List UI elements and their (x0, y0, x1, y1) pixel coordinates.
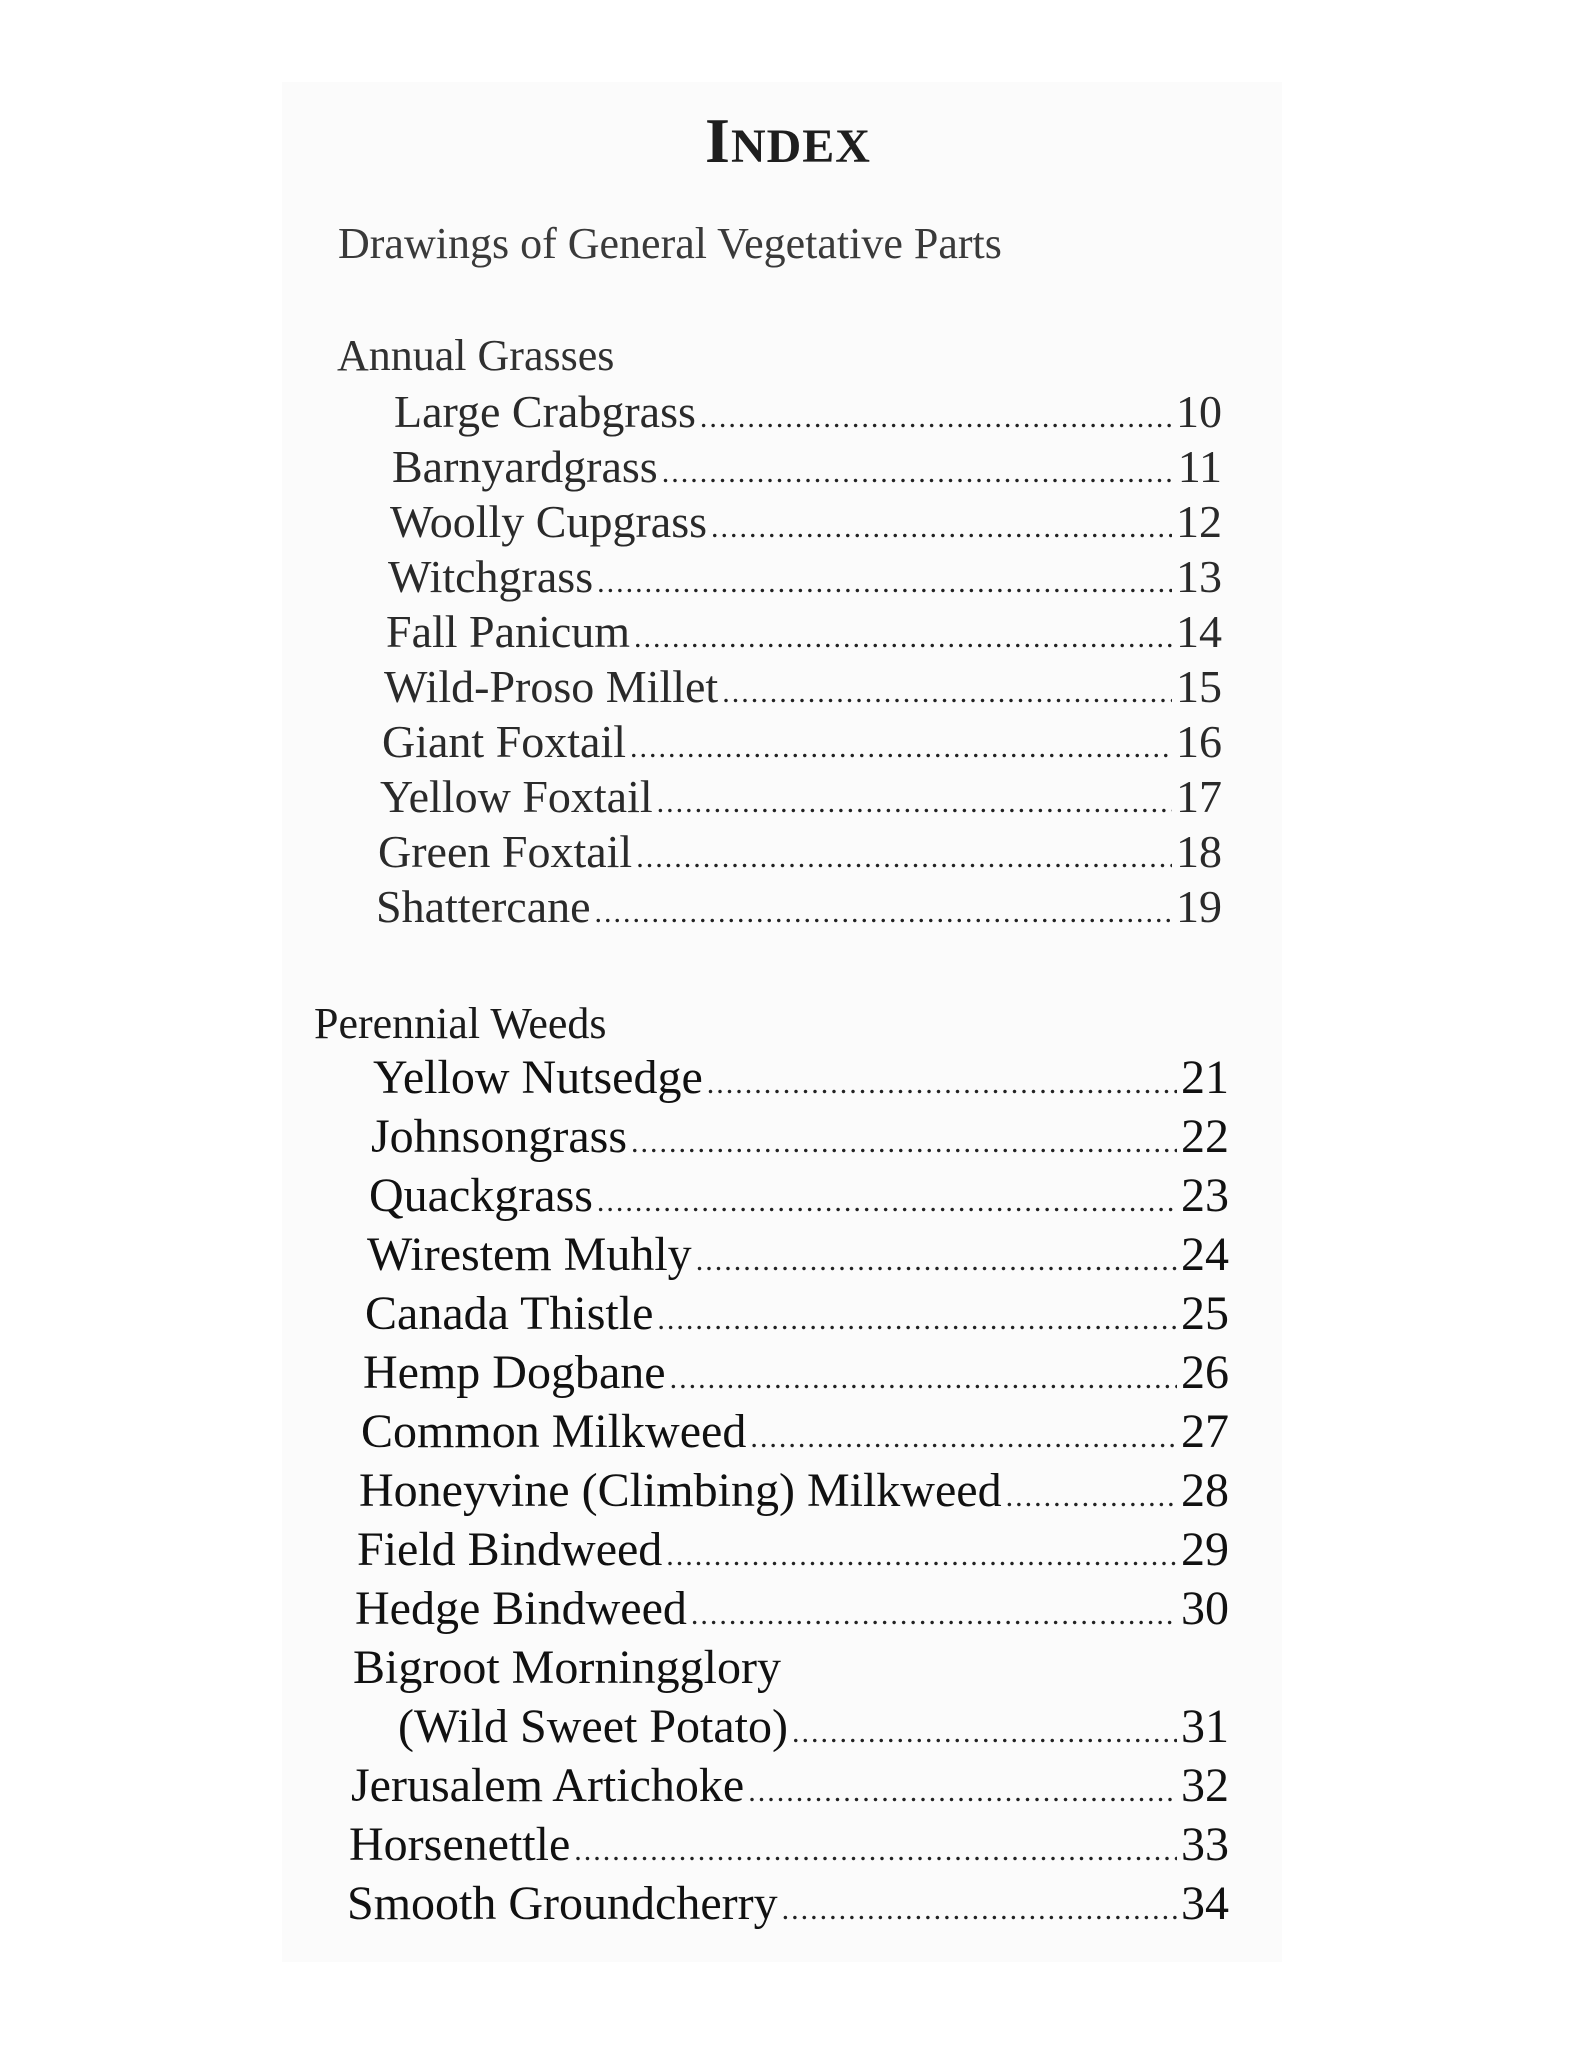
index-entry (361, 1404, 1229, 1456)
entry-name: Quackgrass (369, 1169, 593, 1222)
entry-name: Wirestem Muhly (367, 1228, 692, 1281)
entry-name: Jerusalem Artichoke (351, 1759, 745, 1812)
entry-name: Witchgrass (388, 551, 594, 602)
leader-dots (630, 731, 1172, 765)
entry-name: Yellow Nutsedge (373, 1051, 703, 1104)
entry-page-number: 16 (1176, 716, 1222, 767)
index-entry (392, 440, 1222, 492)
entry-name: Shattercane (376, 881, 591, 932)
index-entry (376, 880, 1222, 932)
entry-page-number: 32 (1181, 1759, 1229, 1812)
index-entry (371, 1109, 1229, 1161)
leader-dots (722, 676, 1172, 710)
entry-page-number: 33 (1181, 1818, 1229, 1871)
entry-name: Wild-Proso Millet (384, 661, 719, 712)
entry-name: Green Foxtail (378, 826, 633, 877)
section-heading-annual-grasses: Annual Grasses (337, 331, 615, 380)
entry-name: Woolly Cupgrass (390, 496, 708, 547)
entry-page-number: 34 (1181, 1877, 1229, 1930)
section-heading-perennial-weeds: Perennial Weeds (314, 999, 607, 1048)
leader-dots (662, 456, 1174, 490)
entry-name: Yellow Foxtail (380, 771, 653, 822)
subtitle-general-vegetative-parts: Drawings of General Vegetative Parts (338, 219, 1002, 268)
entry-name-first-line: Bigroot Morningglory (353, 1641, 781, 1694)
leader-dots (748, 1775, 1177, 1809)
leader-dots (696, 1244, 1177, 1278)
entry-page-number: 12 (1176, 496, 1222, 547)
entry-page-number: 27 (1181, 1405, 1229, 1458)
leader-dots (700, 401, 1172, 435)
entry-page-number: 24 (1181, 1228, 1229, 1281)
index-entry (394, 385, 1222, 437)
entry-name: Canada Thistle (365, 1287, 654, 1340)
index-entry (365, 1286, 1229, 1338)
index-entry (359, 1463, 1229, 1515)
entry-page-number: 15 (1176, 661, 1222, 712)
entry-page-number: 19 (1176, 881, 1222, 932)
entry-page-number: 28 (1181, 1464, 1229, 1517)
leader-dots (670, 1362, 1177, 1396)
leader-dots (657, 1303, 1177, 1337)
index-entry (347, 1876, 1229, 1928)
entry-page-number: 21 (1181, 1051, 1229, 1104)
index-entry (373, 1050, 1229, 1102)
title-rest: NDEX (730, 120, 871, 173)
leader-dots (634, 621, 1172, 655)
entry-name: Hemp Dogbane (363, 1346, 666, 1399)
entry-name: Johnsongrass (371, 1110, 628, 1163)
title-initial: I (705, 105, 731, 176)
leader-dots (711, 511, 1172, 545)
leader-dots (750, 1421, 1177, 1455)
entry-name: Common Milkweed (361, 1405, 747, 1458)
entry-page-number: 25 (1181, 1287, 1229, 1340)
index-entry (357, 1522, 1229, 1574)
entry-page-number: 17 (1176, 771, 1222, 822)
entry-page-number: 23 (1181, 1169, 1229, 1222)
entry-name: Hedge Bindweed (355, 1582, 687, 1635)
leader-dots (636, 841, 1172, 875)
entry-name: Giant Foxtail (382, 716, 627, 767)
entry-page-number: 13 (1176, 551, 1222, 602)
entry-page-number: 31 (1181, 1700, 1229, 1753)
index-entry (388, 550, 1222, 602)
leader-dots (782, 1893, 1177, 1927)
leader-dots (595, 896, 1172, 930)
leader-dots (631, 1126, 1177, 1160)
index-entry (384, 660, 1222, 712)
leader-dots (691, 1598, 1177, 1632)
entry-name: Large Crabgrass (394, 386, 696, 437)
index-entry (386, 605, 1222, 657)
leader-dots (574, 1834, 1177, 1868)
index-entry (363, 1345, 1229, 1397)
entry-name: Field Bindweed (357, 1523, 663, 1576)
entry-name: (Wild Sweet Potato) (398, 1700, 788, 1753)
entry-name: Smooth Groundcherry (347, 1877, 778, 1930)
leader-dots (657, 786, 1172, 820)
index-entry (367, 1227, 1229, 1279)
page-title (0, 104, 1576, 178)
leader-dots (597, 566, 1172, 600)
entry-page-number: 10 (1176, 386, 1222, 437)
entry-page-number: 26 (1181, 1346, 1229, 1399)
entry-name: Fall Panicum (386, 606, 631, 657)
index-entry (369, 1168, 1229, 1220)
entry-page-number: 18 (1176, 826, 1222, 877)
leader-dots (597, 1185, 1177, 1219)
index-entry (398, 1699, 1229, 1751)
entry-page-number: 22 (1181, 1110, 1229, 1163)
leader-dots (666, 1539, 1177, 1573)
leader-dots (792, 1716, 1177, 1750)
entry-name: Barnyardgrass (392, 441, 658, 492)
index-entry (351, 1758, 1229, 1810)
entry-name: Horsenettle (349, 1818, 571, 1871)
entry-page-number: 29 (1181, 1523, 1229, 1576)
index-entry (378, 825, 1222, 877)
index-entry (380, 770, 1222, 822)
leader-dots (707, 1067, 1177, 1101)
entry-page-number: 11 (1177, 441, 1222, 492)
entry-name: Honeyvine (Climbing) Milkweed (359, 1464, 1002, 1517)
entry-page-number: 14 (1176, 606, 1222, 657)
index-entry (390, 495, 1222, 547)
index-entry (349, 1817, 1229, 1869)
index-entry (355, 1581, 1229, 1633)
entry-page-number: 30 (1181, 1582, 1229, 1635)
index-entry (382, 715, 1222, 767)
leader-dots (1006, 1480, 1177, 1514)
